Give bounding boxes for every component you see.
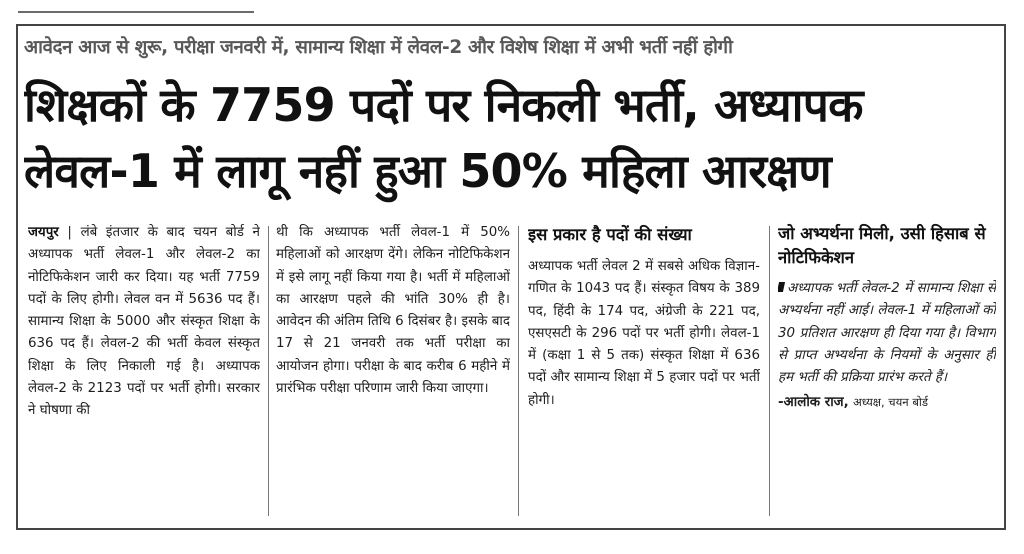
column-2-text: थी कि अध्यापक भर्ती लेवल-1 में 50% महिलाओं को आरक्षण देंगे। लेकिन नोटिफिकेशन में इसे लागू नहीं किया गया है। भर्ती में महिलाओं का आरक्षण पहले की भांति 30% ही है। आवेदन की अंतिम तिथि 6 दिसंबर है। इसके बाद 17 से 21 जनवरी तक भर्ती परीक्षा का आयोजन होगा। परीक्षा के बाद करीब 6 महीने में प्रारंभिक परीक्षा परिणाम जारी किया जाएगा। — [276, 225, 510, 397]
column-divider — [769, 226, 770, 516]
article-kicker: आवेदन आज से शुरू, परीक्षा जनवरी में, सामान्य शिक्षा में लेवल-2 और विशेष शिक्षा में अभी भर्ती नहीं होगी — [24, 37, 733, 58]
headline-line-2: लेवल-1 में लागू नहीं हुआ 50% महिला आरक्षण — [24, 144, 831, 198]
article-headline — [24, 72, 1000, 204]
column-divider — [268, 226, 269, 516]
column-2 — [276, 222, 510, 522]
section-3-heading: इस प्रकार है पदों की संख्या — [528, 225, 692, 244]
section-4-quote-block — [778, 278, 996, 389]
signature-name: -आलोक राज, — [778, 395, 849, 411]
dateline: जयपुर — [28, 225, 59, 240]
column-1-paragraph — [28, 222, 260, 423]
column-4 — [778, 222, 996, 522]
column-1-text: लंबे इंतजार के बाद चयन बोर्ड ने अध्यापक भर्ती लेवल-1 और लेवल-2 का नोटिफिकेशन जारी कर दिया। यह भर्ती 7759 पदों के लिए होगी। लेवल वन में 5636 पद हैं। सामान्य शिक्षा के 5000 और संस्कृत शिक्षा के 636 पद हैं। लेवल-2 की भर्ती केवल संस्कृत शिक्षा के लिए निकाली गई है। अध्यापक लेवल-2 के 2123 पदों पर भर्ती होगी। सरकार ने घोषणा की — [28, 225, 260, 419]
signature — [778, 391, 996, 414]
column-1 — [28, 222, 260, 522]
column-3 — [528, 222, 760, 522]
section-4-heading: जो अभ्यर्थना मिली, उसी हिसाब से नोटिफिकेशन — [778, 224, 986, 267]
signature-title: अध्यक्ष, चयन बोर्ड — [852, 395, 929, 410]
section-4-quote: अध्यापक भर्ती लेवल-2 में सामान्य शिक्षा से अभ्यर्थना नहीं आई। लेवल-1 में महिलाओं को 30 प्रतिशत आरक्षण ही दिया गया है। विभाग से प्राप्त अभ्यर्थना के नियमों के अनुसार ही हम भर्ती की प्रक्रिया प्रारंभ करते हैं। — [778, 281, 996, 386]
top-rule — [18, 11, 254, 13]
section-3-text: अध्यापक भर्ती लेवल 2 में सबसे अधिक विज्ञान-गणित के 1043 पद हैं। संस्कृत विषय के 389 पद, हिंदी के 174 पद, अंग्रेजी के 221 पद, एसएसटी के 296 पदों पर भर्ती होगी। लेवल-1 में (कक्षा 1 से 5 तक) संस्कृत शिक्षा में 636 पदों और सामान्य शिक्षा में 5 हजार पदों पर भर्ती होगी। — [528, 259, 760, 408]
column-divider — [518, 226, 519, 516]
headline-line-1: शिक्षकों के 7759 पदों पर निकली भर्ती, अध्यापक — [24, 78, 863, 132]
quote-marker-icon — [778, 282, 785, 292]
dateline-separator: | — [67, 225, 81, 240]
